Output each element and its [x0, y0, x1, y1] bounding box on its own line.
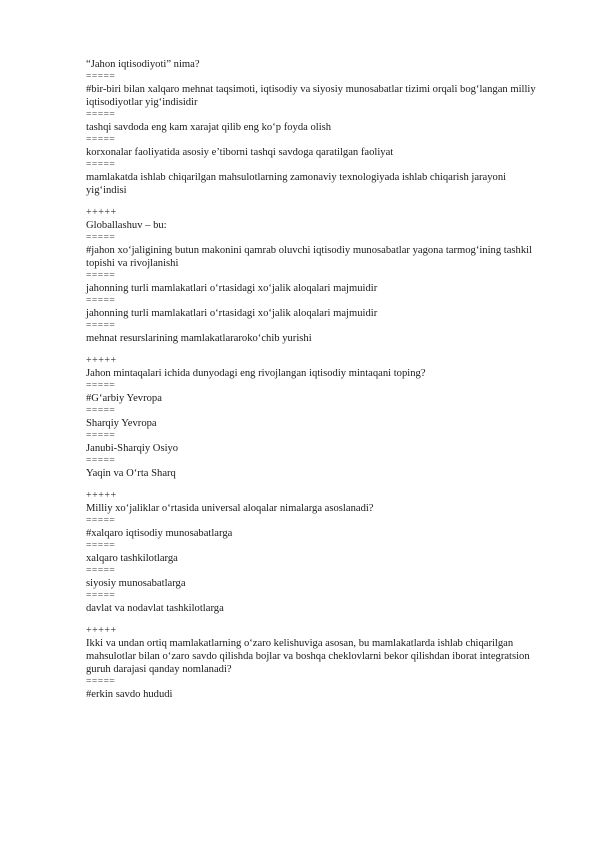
answer-option: Janubi-Sharqiy Osiyo	[86, 443, 179, 454]
answer-option: mehnat resurslarining mamlakatlararoko‘chib yurishi	[86, 333, 312, 344]
option-separator: =====	[86, 406, 116, 416]
option-separator: =====	[86, 431, 116, 441]
answer-option: tashqi savdoda eng kam xarajat qilib eng ko‘p foyda olish	[86, 122, 332, 133]
option-separator: =====	[86, 160, 116, 170]
option-separator: =====	[86, 381, 116, 391]
answer-option: #xalqaro iqtisodiy munosabatlarga	[86, 528, 233, 539]
answer-option: korxonalar faoliyatida asosiy e’tiborni tashqi savdoga qaratilgan faoliyat	[86, 147, 394, 158]
question-block	[86, 219, 536, 345]
option-separator: =====	[86, 271, 116, 281]
question-block	[86, 502, 536, 615]
option-separator: =====	[86, 296, 116, 306]
answer-option: davlat va nodavlat tashkilotlarga	[86, 603, 224, 614]
question-separator: +++++	[86, 207, 117, 218]
question-separator: +++++	[86, 355, 117, 366]
question-block	[86, 58, 536, 197]
option-separator: =====	[86, 677, 116, 687]
option-separator: =====	[86, 591, 116, 601]
answer-option: siyosiy munosabatlarga	[86, 578, 186, 589]
option-separator: =====	[86, 566, 116, 576]
answer-option: #bir-biri bilan xalqaro mehnat taqsimoti, iqtisodiy va siyosiy munosabatlar tizimi orqali bog‘langan milliy iqtisodiyotlar yig‘indisidir	[86, 84, 536, 108]
answer-option: mamlakatda ishlab chiqarilgan mahsulotlarning zamonaviy texnologiyada ishlab chiqarish jarayoni yig‘indisi	[86, 172, 507, 196]
option-separator: =====	[86, 541, 116, 551]
question-separator: +++++	[86, 625, 117, 636]
answer-option: xalqaro tashkilotlarga	[86, 553, 178, 564]
question-text: Globallashuv – bu:	[86, 220, 167, 231]
option-separator: =====	[86, 321, 116, 331]
option-separator: =====	[86, 516, 116, 526]
option-separator: =====	[86, 135, 116, 145]
option-separator: =====	[86, 110, 116, 120]
question-text: Jahon mintaqalari ichida dunyodagi eng rivojlangan iqtisodiy mintaqani toping?	[86, 368, 426, 379]
question-block	[86, 367, 536, 480]
answer-option: Sharqiy Yevropa	[86, 418, 157, 429]
answer-option: #G‘arbiy Yevropa	[86, 393, 162, 404]
answer-option: #erkin savdo hududi	[86, 689, 173, 700]
answer-option: jahonning turli mamlakatlari o‘rtasidagi xo‘jalik aloqalari majmuidir	[86, 283, 378, 294]
question-block	[86, 637, 536, 701]
option-separator: =====	[86, 72, 116, 82]
answer-option: jahonning turli mamlakatlari o‘rtasidagi xo‘jalik aloqalari majmuidir	[86, 308, 378, 319]
question-text: “Jahon iqtisodiyoti” nima?	[86, 59, 200, 70]
option-separator: =====	[86, 456, 116, 466]
question-separator: +++++	[86, 490, 117, 501]
question-text: Ikki va undan ortiq mamlakatlarning o‘zaro kelishuviga asosan, bu mamlakatlarda ishlab chiqarilgan mahsulotlar bilan o‘zaro savdo qilishda bojlar va boshqa cheklovlarni bekor qilishdan iborat integratsion guruh darajasi qanday nomlanadi?	[86, 638, 530, 675]
answer-option: #jahon xo‘jaligining butun makonini qamrab oluvchi iqtisodiy munosabatlar yagona tarmog‘ining tashkil topishi va rivojlanishi	[86, 245, 533, 269]
option-separator: =====	[86, 233, 116, 243]
question-text: Milliy xo‘jaliklar o‘rtasida universal aloqalar nimalarga asoslanadi?	[86, 503, 374, 514]
answer-option: Yaqin va O‘rta Sharq	[86, 468, 176, 479]
